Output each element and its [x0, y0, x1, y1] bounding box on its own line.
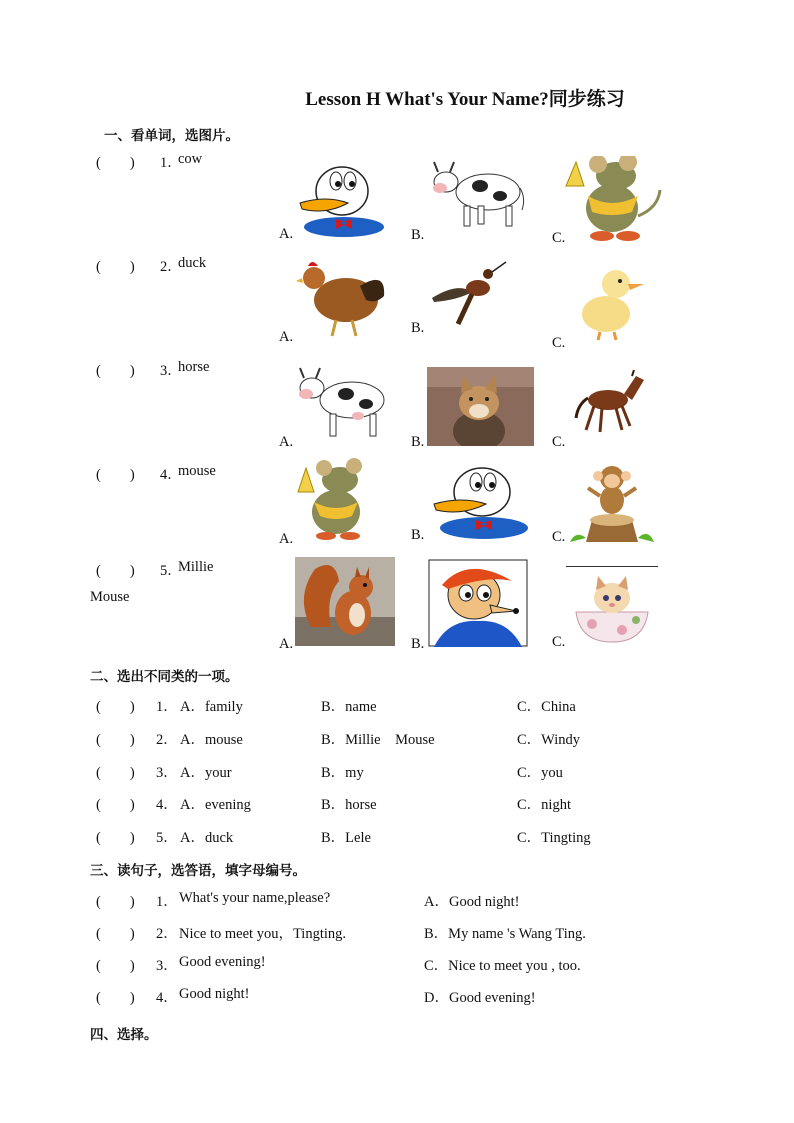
duck-cartoon-image: [430, 460, 532, 540]
question-number: 1．: [160, 155, 182, 171]
question-number: 4．: [156, 990, 178, 1006]
question-number: 3．: [156, 958, 178, 974]
answer-option: C．Nice to meet you , too.: [424, 958, 581, 974]
hummingbird-photo: [428, 258, 508, 328]
option-letter-c: C.: [552, 529, 566, 545]
option-letter-a: A.: [279, 531, 294, 547]
option-c: C．Tingting: [517, 830, 591, 846]
cow-cartoon-image: [428, 158, 528, 232]
question-word: mouse: [178, 463, 216, 479]
question-number: 4．: [160, 467, 182, 483]
question-sentence: Good night!: [179, 986, 250, 1002]
option-a: A．mouse: [180, 732, 243, 748]
option-letter-b: B.: [411, 527, 425, 543]
hen-photo: [296, 256, 388, 338]
question-word: horse: [178, 359, 210, 375]
question-number: 1．: [156, 894, 178, 910]
option-a: A．evening: [180, 797, 251, 813]
option-a: A．duck: [180, 830, 234, 846]
answer-option: D．Good evening!: [424, 990, 536, 1006]
option-letter-a: A.: [279, 636, 294, 652]
option-c: C．Windy: [517, 732, 581, 748]
option-b: B．name: [321, 699, 377, 715]
question-word: cow: [178, 151, 203, 167]
mouse-cartoon-image: [562, 156, 664, 242]
cow-cartoon-image: [296, 366, 392, 444]
duck-cartoon-image: [296, 157, 388, 239]
answer-blank[interactable]: ( ): [96, 467, 135, 483]
option-letter-b: B.: [411, 320, 425, 336]
question-number: 4．: [156, 797, 178, 813]
section-1-heading: 一、看单词，选图片。: [104, 128, 239, 144]
option-letter-c: C.: [552, 230, 566, 246]
question-number: 1．: [156, 699, 178, 715]
kitten-in-teacup-image: [566, 572, 658, 644]
question-word: Millie: [178, 559, 214, 575]
answer-blank[interactable]: ( ): [96, 732, 135, 748]
option-letter-a: A.: [279, 434, 294, 450]
answer-blank[interactable]: ( ): [96, 699, 135, 715]
section-2-heading: 二、选出不同类的一项。: [90, 669, 239, 685]
option-letter-b: B.: [411, 434, 425, 450]
option-letter-b: B.: [411, 227, 425, 243]
option-b: B．my: [321, 765, 364, 781]
question-number: 5．: [160, 563, 182, 579]
millie-mouse-cartoon-image: [428, 559, 528, 647]
mouse-cartoon-image: [296, 458, 374, 542]
answer-blank[interactable]: ( ): [96, 894, 135, 910]
page-title: Lesson H What's Your Name?同步练习: [305, 89, 625, 110]
answer-blank[interactable]: ( ): [96, 155, 135, 171]
option-a: A．your: [180, 765, 232, 781]
answer-option: B．My name 's Wang Ting.: [424, 926, 586, 942]
question-sentence: What's your name,please?: [179, 890, 331, 906]
duckling-photo: [570, 262, 650, 342]
question-number: 3．: [156, 765, 178, 781]
section-4-heading: 四、选择。: [90, 1027, 158, 1043]
squirrel-photo: [295, 557, 395, 646]
option-c: C．China: [517, 699, 576, 715]
answer-blank[interactable]: ( ): [96, 563, 135, 579]
question-number: 5．: [156, 830, 178, 846]
question-number: 3．: [160, 363, 182, 379]
question-word: duck: [178, 255, 207, 271]
option-b: B．Millie Mouse: [321, 732, 435, 748]
option-letter-c: C.: [552, 634, 566, 650]
monkey-cartoon-image: [566, 460, 658, 542]
question-word-line2: Mouse: [90, 589, 130, 605]
option-b: B．Lele: [321, 830, 371, 846]
option-letter-c: C.: [552, 434, 566, 450]
option-c: C．night: [517, 797, 571, 813]
answer-blank[interactable]: ( ): [96, 765, 135, 781]
question-sentence: Good evening!: [179, 954, 266, 970]
option-letter-a: A.: [279, 329, 294, 345]
answer-blank[interactable]: ( ): [96, 958, 135, 974]
horse-photo: [574, 370, 648, 436]
answer-blank[interactable]: ( ): [96, 990, 135, 1006]
section-3-heading: 三、读句子，选答语，填字母编号。: [90, 863, 306, 879]
option-letter-a: A.: [279, 226, 294, 242]
answer-blank[interactable]: ( ): [96, 797, 135, 813]
option-letter-c: C.: [552, 335, 566, 351]
question-sentence: Nice to meet you，Tingting.: [179, 926, 347, 942]
answer-option: A．Good night!: [424, 894, 520, 910]
question-number: 2．: [156, 926, 178, 942]
image-top-rule: [566, 566, 658, 567]
option-a: A．family: [180, 699, 243, 715]
option-b: B．horse: [321, 797, 377, 813]
answer-blank[interactable]: ( ): [96, 363, 135, 379]
question-number: 2．: [160, 259, 182, 275]
question-number: 2．: [156, 732, 178, 748]
dog-photo: [427, 367, 534, 446]
option-c: C．you: [517, 765, 563, 781]
answer-blank[interactable]: ( ): [96, 830, 135, 846]
answer-blank[interactable]: ( ): [96, 926, 135, 942]
answer-blank[interactable]: ( ): [96, 259, 135, 275]
option-letter-b: B.: [411, 636, 425, 652]
